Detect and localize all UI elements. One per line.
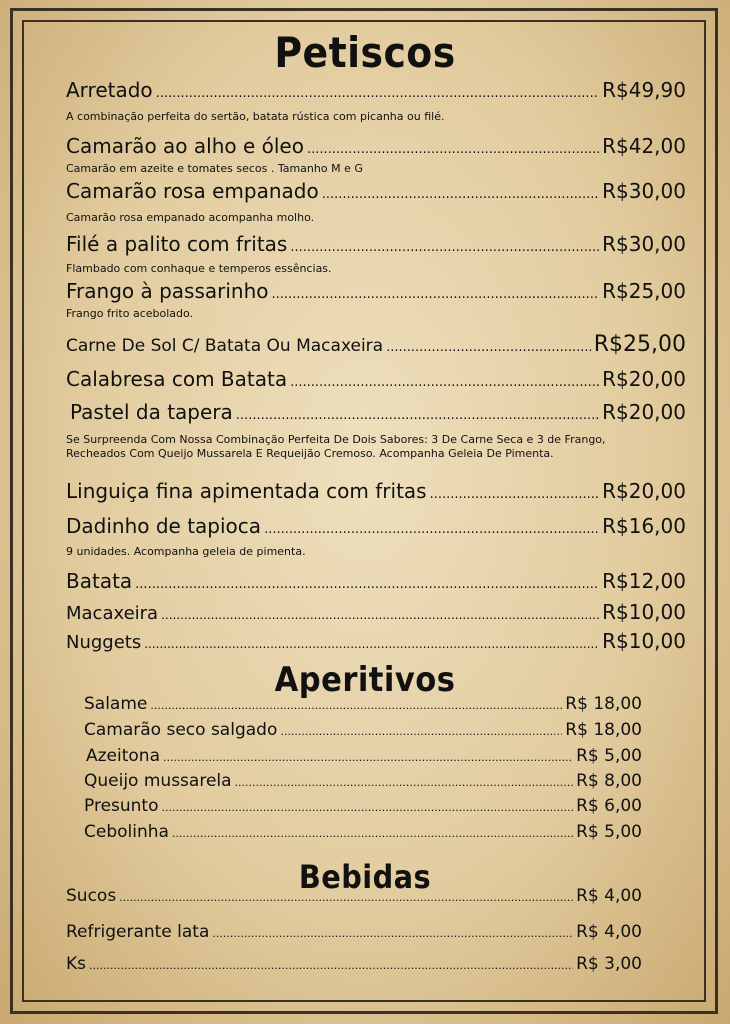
menu-item — [84, 720, 642, 740]
item-price: R$25,00 — [593, 332, 686, 357]
dot-leader — [430, 487, 600, 502]
item-name: Linguiça fina apimentada com fritas — [66, 479, 427, 503]
item-name: Calabresa com Batata — [66, 367, 288, 391]
item-name: Queijo mussarela — [84, 771, 232, 791]
item-description: A combinação perfeita do sertão, batata rústica com picanha ou filé. — [66, 110, 445, 123]
item-price: R$20,00 — [602, 479, 686, 503]
item-price: R$ 3,00 — [576, 954, 642, 974]
item-price: R$ 4,00 — [576, 886, 642, 906]
item-price: R$20,00 — [602, 400, 686, 424]
dot-leader — [280, 725, 562, 738]
section-title-aperitivos: Aperitivos — [274, 660, 456, 700]
menu-item — [66, 179, 686, 203]
item-name: Macaxeira — [66, 603, 159, 624]
dot-leader — [162, 801, 574, 814]
menu-item — [66, 886, 642, 906]
menu-item — [84, 822, 642, 842]
menu-item — [66, 134, 686, 158]
item-price: R$12,00 — [602, 569, 686, 593]
dot-leader — [290, 240, 599, 255]
item-name: Sucos — [66, 886, 117, 906]
menu-item — [66, 332, 686, 357]
section-title-bebidas: Bebidas — [298, 858, 432, 896]
menu-item — [66, 600, 686, 624]
menu-item — [66, 78, 686, 102]
menu-item — [66, 569, 686, 593]
dot-leader — [172, 827, 573, 840]
item-description: 9 unidades. Acompanha geleia de pimenta. — [66, 545, 306, 558]
menu-item — [84, 771, 642, 791]
item-description-continued: Recheados Com Queijo Mussarela E Requeijão Cremoso. Acompanha Geleia De Pimenta. — [66, 447, 554, 460]
dot-leader — [386, 340, 591, 355]
item-price: R$10,00 — [602, 629, 686, 653]
item-name: Dadinho de tapioca — [66, 514, 262, 538]
item-description: Flambado com conhaque e temperos essências. — [66, 262, 332, 275]
item-name: Azeitona — [86, 746, 160, 766]
item-description: Frango frito acebolado. — [66, 307, 194, 320]
menu-item — [84, 694, 642, 714]
item-price: R$ 18,00 — [565, 720, 642, 740]
menu-item — [66, 367, 686, 391]
section-title-petiscos: Petiscos — [274, 28, 456, 77]
item-name: Filé a palito com fritas — [66, 232, 288, 256]
item-name: Camarão rosa empanado — [66, 179, 319, 203]
item-price: R$16,00 — [602, 514, 686, 538]
menu-item — [66, 514, 686, 538]
dot-leader — [322, 187, 599, 202]
menu-item — [86, 746, 642, 766]
dot-leader — [235, 776, 574, 789]
item-price: R$ 18,00 — [565, 694, 642, 714]
menu-item — [84, 796, 642, 816]
item-name: Frango à passarinho — [66, 279, 269, 303]
item-description: Camarão rosa empanado acompanha molho. — [66, 211, 315, 224]
item-price: R$42,00 — [602, 134, 686, 158]
item-name: Carne De Sol C/ Batata Ou Macaxeira — [66, 336, 384, 356]
dot-leader — [89, 959, 573, 972]
item-description: Camarão em azeite e tomates secos . Tamanho M e G — [66, 162, 363, 175]
menu-item — [70, 400, 686, 424]
item-price: R$30,00 — [602, 232, 686, 256]
item-price: R$ 6,00 — [576, 796, 642, 816]
menu-item — [66, 922, 642, 942]
item-price: R$ 5,00 — [576, 822, 642, 842]
item-price: R$ 5,00 — [576, 746, 642, 766]
item-name: Cebolinha — [84, 822, 169, 842]
menu-item — [66, 232, 686, 256]
item-price: R$20,00 — [602, 367, 686, 391]
item-price: R$25,00 — [602, 279, 686, 303]
item-name: Pastel da tapera — [70, 400, 233, 424]
item-description: Se Surpreenda Com Nossa Combinação Perfeita De Dois Sabores: 3 De Carne Seca e 3 de Frango, — [66, 433, 606, 446]
item-name: Arretado — [66, 78, 153, 102]
item-price: R$30,00 — [602, 179, 686, 203]
dot-leader — [290, 375, 599, 390]
item-name: Camarão seco salgado — [84, 720, 278, 740]
dot-leader — [161, 608, 599, 622]
item-name: Camarão ao alho e óleo — [66, 134, 304, 158]
item-name: Nuggets — [66, 632, 142, 653]
dot-leader — [119, 891, 573, 904]
dot-leader — [307, 142, 599, 157]
menu-item — [66, 279, 686, 303]
dot-leader — [236, 408, 599, 423]
item-name: Ks — [66, 954, 87, 974]
item-price: R$49,90 — [602, 78, 686, 102]
menu-item — [66, 629, 686, 653]
item-price: R$10,00 — [602, 600, 686, 624]
item-price: R$ 4,00 — [576, 922, 642, 942]
dot-leader — [156, 86, 599, 101]
item-name: Salame — [84, 694, 148, 714]
item-name: Batata — [66, 569, 133, 593]
item-name: Refrigerante lata — [66, 922, 210, 942]
dot-leader — [272, 287, 600, 302]
menu-item — [66, 954, 642, 974]
dot-leader — [150, 699, 562, 712]
menu-item — [66, 479, 686, 503]
dot-leader — [212, 927, 573, 940]
dot-leader — [135, 577, 599, 592]
dot-leader — [163, 751, 573, 764]
dot-leader — [144, 637, 599, 651]
item-name: Presunto — [84, 796, 159, 816]
dot-leader — [264, 522, 599, 537]
item-price: R$ 8,00 — [576, 771, 642, 791]
